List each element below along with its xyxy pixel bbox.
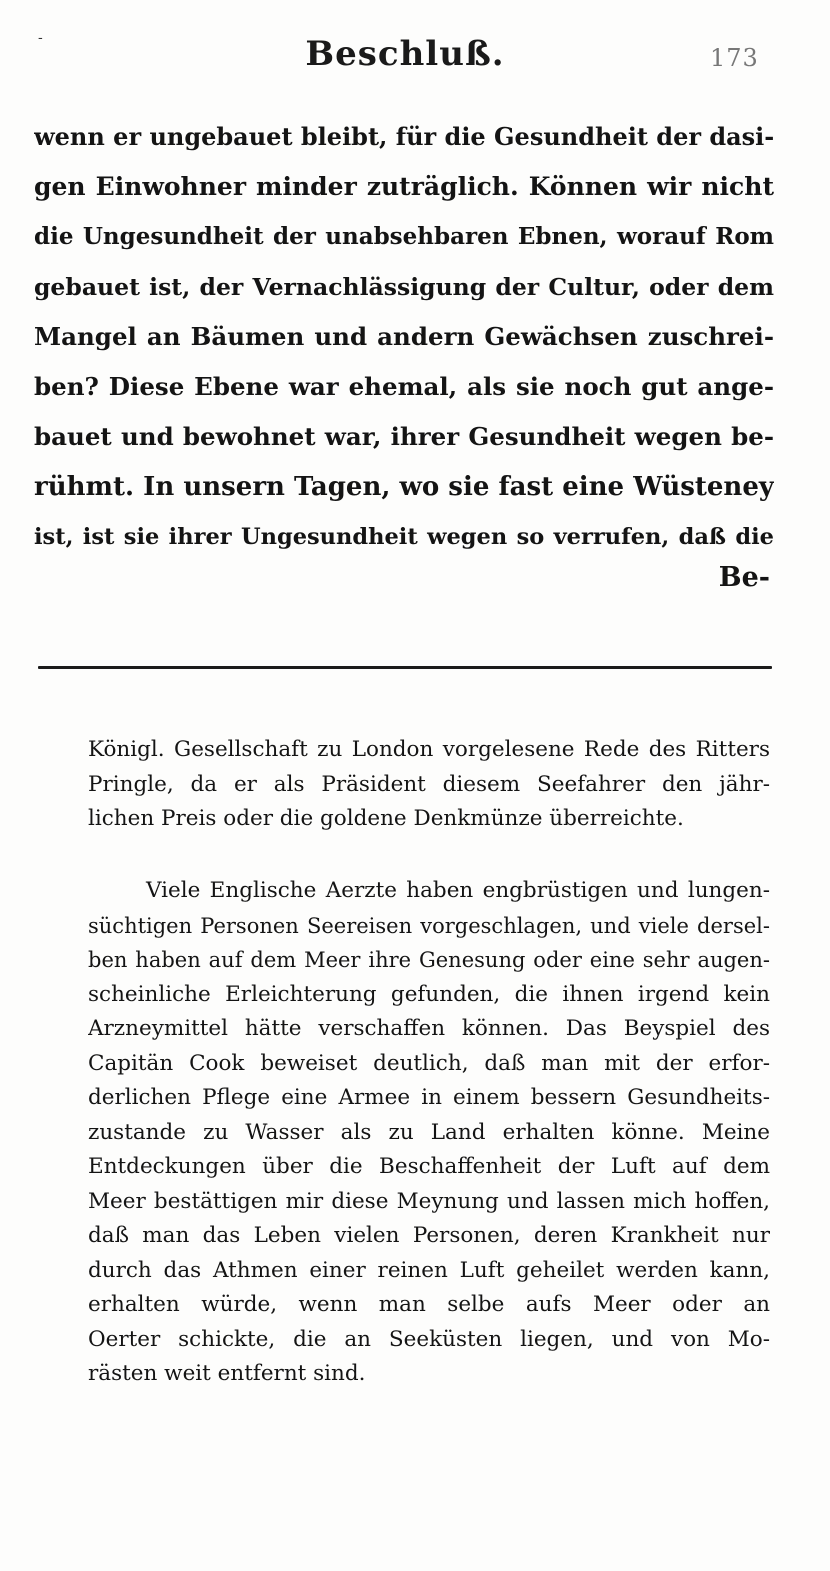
footnote-divider-rule	[38, 666, 772, 669]
main-text-line: die Ungesundheit der unabsehbaren Ebnen, worauf Rom	[34, 223, 774, 250]
running-head	[0, 34, 830, 84]
main-text-line: ben? Diese Ebene war ehemal, als sie noch gut ange-	[34, 372, 774, 401]
main-text	[34, 112, 774, 562]
footnote-line: ben haben auf dem Meer ihre Genesung oder eine sehr augen-	[88, 948, 770, 972]
footnote-line: rästen weit entfernt sind.	[88, 1361, 366, 1386]
footnote-line: Viele Englische Aerzte haben engbrüstigen und lungen-	[146, 878, 770, 903]
main-text-line: rühmt. In unsern Tagen, wo sie fast eine Wüsteney	[34, 472, 774, 502]
footnote-line: zustande zu Wasser als zu Land erhalten könne. Meine	[88, 1119, 770, 1145]
footnote-line: Oerter schickte, die an Seeküsten liegen, und von Mo-	[88, 1326, 770, 1352]
main-text-line: wenn er ungebauet bleibt, für die Gesundheit der dasi-	[34, 122, 774, 151]
main-text-line: gebauet ist, der Vernachlässigung der Cultur, oder dem	[34, 273, 774, 301]
page-number: 173	[710, 44, 759, 72]
footnote-line: durch das Athmen einer reinen Luft geheilet werden kann,	[88, 1257, 770, 1283]
footnote-line: Capitän Cook beweiset deutlich, daß man mit der erfor-	[88, 1050, 770, 1076]
footnote-line: lichen Preis oder die goldene Denkmünze überreichte.	[88, 806, 684, 831]
catchword: Be-	[718, 562, 770, 593]
footnote-line: Königl. Gesellschaft zu London vorgelesene Rede des Ritters	[88, 737, 770, 762]
footnote-line: Entdeckungen über die Beschaffenheit der Luft auf dem	[88, 1154, 770, 1179]
footnote-line: Pringle, da er als Präsident diesem Seefahrer den jähr-	[88, 771, 770, 797]
footnote-line: süchtigen Personen Seereisen vorgeschlagen, und viele dersel-	[88, 913, 770, 938]
main-text-line: Mangel an Bäumen und andern Gewächsen zuschrei-	[34, 322, 774, 351]
main-text-line: ist, ist sie ihrer Ungesundheit wegen so verrufen, daß die	[34, 524, 774, 550]
footnote-line: erhalten würde, wenn man selbe aufs Meer oder an	[88, 1292, 770, 1317]
footnote-line: derlichen Pflege eine Armee in einem bessern Gesundheits-	[88, 1085, 770, 1110]
footnote-line: Meer bestättigen mir diese Meynung und lassen mich hoffen,	[88, 1188, 770, 1214]
corner-mark: -	[38, 30, 43, 46]
main-text-line: gen Einwohner minder zuträglich. Können wir nicht	[34, 172, 774, 201]
footnote-line: Arzneymittel hätte verschaffen können. Das Beyspiel des	[88, 1016, 770, 1041]
footnote-continuation	[88, 733, 770, 837]
running-head-title: Beschluß.	[305, 34, 505, 74]
footnote-paragraph	[88, 874, 770, 1392]
footnote-line: scheinliche Erleichterung gefunden, die ihnen irgend kein	[88, 981, 770, 1007]
main-text-line: bauet und bewohnet war, ihrer Gesundheit wegen be-	[34, 422, 774, 451]
footnote-line: daß man das Leben vielen Personen, deren Krankheit nur	[88, 1223, 770, 1248]
